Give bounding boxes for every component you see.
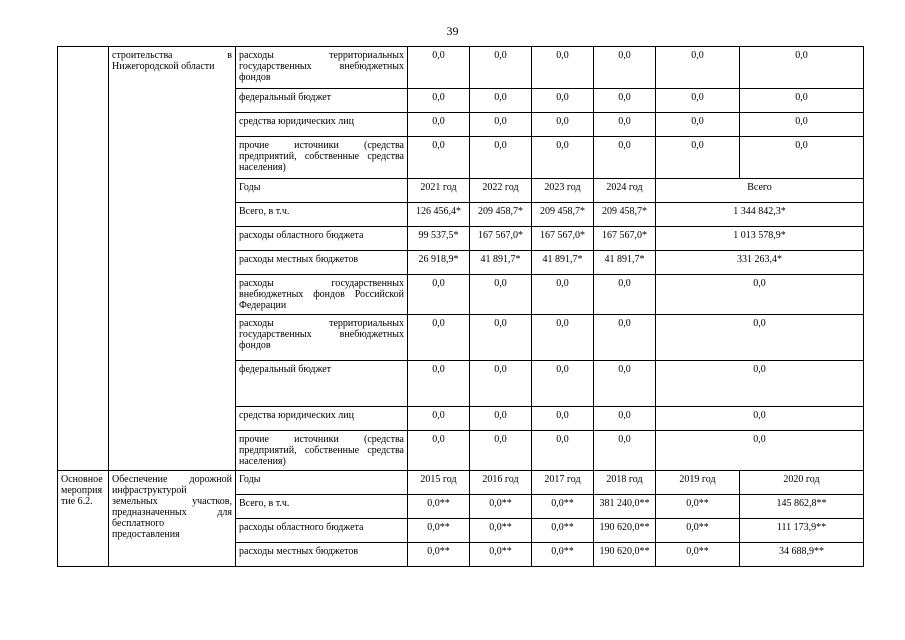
value-cell: 0,0 [532, 137, 594, 179]
row-label: расходы областного бюджета [236, 519, 408, 543]
value-cell: 0,0 [656, 89, 740, 113]
year-header: 2015 год [408, 471, 470, 495]
value-cell: 167 567,0* [594, 227, 656, 251]
value-cell: 0,0 [470, 407, 532, 431]
years-header-row [58, 471, 864, 495]
year-header: 2019 год [656, 471, 740, 495]
measure-title-cell: Обеспечение дорожной инфраструктурой земельных участков, предназначенных для бесплатного предоставления [109, 471, 236, 567]
value-cell: 99 537,5* [408, 227, 470, 251]
value-cell: 0,0 [594, 89, 656, 113]
row-label: расходы областного бюджета [236, 227, 408, 251]
total-cell: 0,0 [656, 407, 864, 431]
row-label: расходы местных бюджетов [236, 251, 408, 275]
total-cell: 331 263,4* [656, 251, 864, 275]
row-label: федеральный бюджет [236, 361, 408, 407]
value-cell: 0,0** [470, 543, 532, 567]
value-cell: 209 458,7* [470, 203, 532, 227]
value-cell: 0,0 [740, 47, 864, 89]
value-cell: 0,0 [594, 361, 656, 407]
value-cell: 190 620,0** [594, 519, 656, 543]
value-cell: 0,0 [408, 361, 470, 407]
row-label: средства юридических лиц [236, 113, 408, 137]
value-cell: 0,0 [594, 431, 656, 471]
value-cell: 0,0 [408, 47, 470, 89]
value-cell: 0,0** [408, 519, 470, 543]
page-number: 39 [446, 24, 459, 38]
value-cell: 0,0 [470, 47, 532, 89]
row-label: средства юридических лиц [236, 407, 408, 431]
value-cell: 0,0 [470, 315, 532, 361]
value-cell: 381 240,0** [594, 495, 656, 519]
year-header: 2020 год [740, 471, 864, 495]
row-label: Всего, в т.ч. [236, 495, 408, 519]
value-cell: 0,0 [532, 315, 594, 361]
value-cell: 0,0 [594, 47, 656, 89]
value-cell: 0,0 [594, 407, 656, 431]
total-cell: 1 013 578,9* [656, 227, 864, 251]
total-header: Всего [656, 179, 864, 203]
value-cell: 0,0** [408, 543, 470, 567]
budget-table [57, 46, 864, 567]
value-cell: 167 567,0* [470, 227, 532, 251]
value-cell: 0,0 [470, 275, 532, 315]
year-header: 2024 год [594, 179, 656, 203]
value-cell: 0,0 [408, 113, 470, 137]
value-cell: 0,0 [408, 431, 470, 471]
year-header: 2023 год [532, 179, 594, 203]
value-cell: 0,0 [656, 47, 740, 89]
value-cell: 0,0 [532, 361, 594, 407]
value-cell: 0,0** [656, 519, 740, 543]
years-label: Годы [236, 471, 408, 495]
value-cell: 0,0** [470, 519, 532, 543]
value-cell: 0,0 [532, 89, 594, 113]
value-cell: 0,0 [470, 113, 532, 137]
value-cell: 26 918,9* [408, 251, 470, 275]
value-cell: 0,0 [532, 275, 594, 315]
value-cell: 0,0 [656, 137, 740, 179]
value-cell: 0,0 [656, 113, 740, 137]
value-cell: 0,0 [740, 113, 864, 137]
value-cell: 0,0** [532, 495, 594, 519]
value-cell: 0,0 [408, 275, 470, 315]
year-header: 2021 год [408, 179, 470, 203]
value-cell: 209 458,7* [532, 203, 594, 227]
value-cell: 0,0 [594, 137, 656, 179]
value-cell: 145 862,8** [740, 495, 864, 519]
value-cell: 0,0 [532, 431, 594, 471]
row-label: прочие источники (средства предприятий, собственные средства населения) [236, 431, 408, 471]
value-cell: 167 567,0* [532, 227, 594, 251]
value-cell: 0,0 [594, 275, 656, 315]
value-cell: 34 688,9** [740, 543, 864, 567]
value-cell: 0,0 [470, 137, 532, 179]
value-cell: 0,0** [656, 495, 740, 519]
total-cell: 0,0 [656, 361, 864, 407]
value-cell: 0,0 [740, 89, 864, 113]
year-header: 2018 год [594, 471, 656, 495]
row-label: прочие источники (средства предприятий, собственные средства населения) [236, 137, 408, 179]
value-cell: 0,0 [532, 47, 594, 89]
value-cell: 209 458,7* [594, 203, 656, 227]
year-header: 2022 год [470, 179, 532, 203]
value-cell: 41 891,7* [594, 251, 656, 275]
value-cell: 0,0 [594, 315, 656, 361]
years-label: Годы [236, 179, 408, 203]
upper-col2-cell: строительства в Нижегородской области [109, 47, 236, 471]
year-header: 2017 год [532, 471, 594, 495]
value-cell: 0,0 [408, 315, 470, 361]
value-cell: 0,0** [532, 543, 594, 567]
value-cell: 0,0 [532, 113, 594, 137]
total-cell: 0,0 [656, 315, 864, 361]
value-cell: 0,0 [470, 361, 532, 407]
value-cell: 0,0** [532, 519, 594, 543]
value-cell: 0,0 [470, 89, 532, 113]
row-label: расходы территориальных государственных внебюджетных фондов [236, 315, 408, 361]
row-label: расходы территориальных государственных внебюджетных фондов [236, 47, 408, 89]
value-cell: 0,0 [532, 407, 594, 431]
value-cell: 41 891,7* [470, 251, 532, 275]
row-label: расходы государственных внебюджетных фондов Российской Федерации [236, 275, 408, 315]
value-cell: 0,0 [740, 137, 864, 179]
value-cell: 190 620,0** [594, 543, 656, 567]
row-label: Всего, в т.ч. [236, 203, 408, 227]
value-cell: 0,0 [408, 137, 470, 179]
upper-col1-cell [58, 47, 109, 471]
year-header: 2016 год [470, 471, 532, 495]
table-row [58, 47, 864, 89]
value-cell: 0,0** [408, 495, 470, 519]
value-cell: 0,0 [408, 89, 470, 113]
value-cell: 0,0 [470, 431, 532, 471]
row-label: федеральный бюджет [236, 89, 408, 113]
total-cell: 0,0 [656, 275, 864, 315]
value-cell: 111 173,9** [740, 519, 864, 543]
measure-number-cell: Основное мероприятие 6.2. [58, 471, 109, 567]
value-cell: 0,0** [656, 543, 740, 567]
value-cell: 0,0 [594, 113, 656, 137]
value-cell: 0,0 [408, 407, 470, 431]
value-cell: 126 456,4* [408, 203, 470, 227]
value-cell: 0,0** [470, 495, 532, 519]
row-label: расходы местных бюджетов [236, 543, 408, 567]
value-cell: 41 891,7* [532, 251, 594, 275]
total-cell: 0,0 [656, 431, 864, 471]
total-cell: 1 344 842,3* [656, 203, 864, 227]
